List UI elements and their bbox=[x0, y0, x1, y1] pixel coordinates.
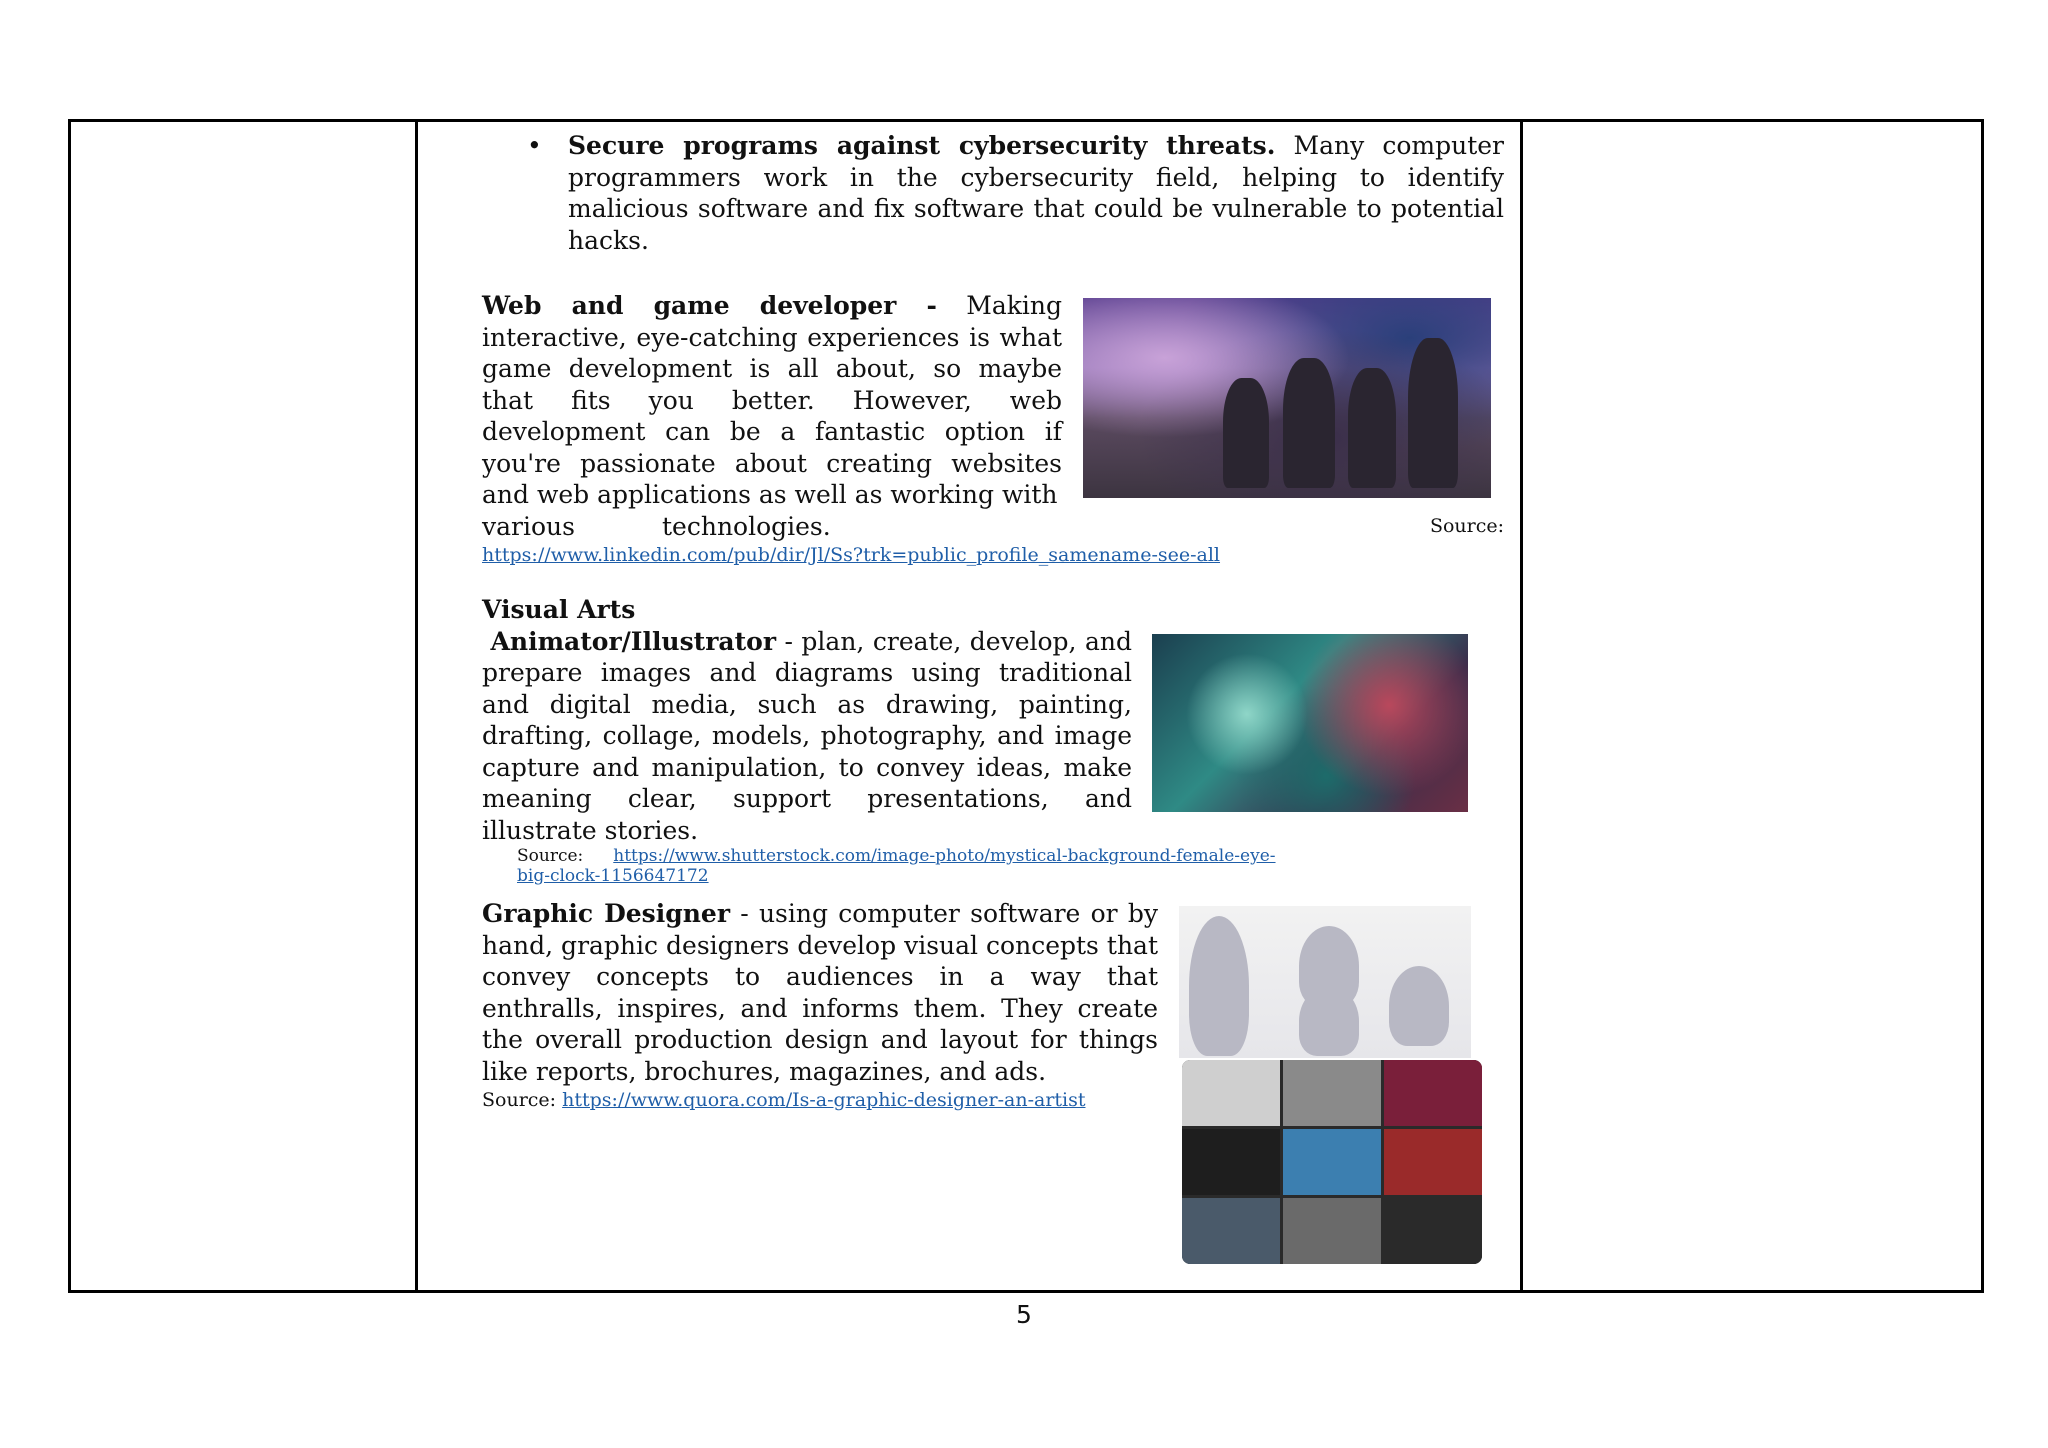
bullet-marker: • bbox=[527, 131, 542, 160]
web-game-last-word-2: technologies. bbox=[662, 511, 831, 541]
web-game-last-word-1: various bbox=[482, 511, 575, 541]
web-game-paragraph bbox=[482, 290, 1062, 511]
graphic-design-collage-image bbox=[1182, 1060, 1482, 1264]
bullet-item bbox=[527, 130, 1504, 256]
collage-tile bbox=[1182, 1198, 1280, 1264]
web-game-source-link[interactable]: https://www.linkedin.com/pub/dir/Jl/Ss?trk=public_profile_samename-see-all bbox=[482, 543, 1221, 566]
character-figure bbox=[1299, 986, 1359, 1056]
animator-source-link[interactable]: https://www.shutterstock.com/image-photo/mystical-background-female-eye-big-clock-1156647172 bbox=[517, 846, 1276, 886]
character-figure bbox=[1283, 358, 1335, 488]
character-figure bbox=[1348, 368, 1396, 488]
graphic-designer-title: Graphic Designer bbox=[482, 899, 730, 928]
animator-title: Animator/Illustrator bbox=[490, 626, 776, 656]
main-content bbox=[482, 130, 1504, 1111]
column-divider-right bbox=[1520, 122, 1523, 1290]
collage-tile bbox=[1182, 1129, 1280, 1195]
graphic-designer-text: - using computer software or by hand, graphic designers develop visual concepts that convey concepts to audiences in a way that enthralls, inspires, and informs them. They create the overall production design and layout for things like reports, brochures, magazines, and ads. bbox=[482, 899, 1158, 1086]
character-figure bbox=[1389, 966, 1449, 1046]
graphic-designer-section bbox=[482, 898, 1504, 1113]
animator-text: - plan, create, develop, and prepare images and diagrams using traditional and digital media, such as drawing, painting, drafting, collage, models, photography, and image capture and manipulation, to convey ideas, make meaning clear, support presentations, and illustrate stories. bbox=[482, 626, 1133, 845]
bullet-text: Many computer programmers work in the cybersecurity field, helping to identify malicious software and fix software that could be vulnerable to potential hacks. bbox=[568, 131, 1504, 255]
game-artwork-image bbox=[1083, 298, 1491, 498]
character-figure bbox=[1408, 338, 1458, 488]
bullet-title: Secure programs against cybersecurity threats. bbox=[568, 131, 1276, 160]
web-game-title: Web and game developer - bbox=[482, 291, 937, 320]
page-number: 5 bbox=[1016, 1300, 1032, 1329]
collage-tile bbox=[1384, 1198, 1482, 1264]
animator-paragraph bbox=[482, 626, 1132, 847]
animator-source-label: Source: bbox=[517, 846, 584, 866]
mystical-eye-image bbox=[1152, 634, 1468, 812]
collage-tile bbox=[1283, 1129, 1381, 1195]
web-game-text: Making interactive, eye-catching experiences is what game development is all about, so maybe that fits you better. However, web development can be a fantastic option if you're passionate about creating websites and web applications as well as working with bbox=[482, 291, 1062, 509]
animator-source bbox=[517, 846, 1277, 886]
collage-tile bbox=[1384, 1060, 1482, 1126]
character-figure bbox=[1189, 916, 1249, 1056]
collage-tile bbox=[1182, 1060, 1280, 1126]
collage-tile bbox=[1283, 1198, 1381, 1264]
web-game-source-label: Source: bbox=[1429, 514, 1504, 537]
collage-tile bbox=[1384, 1129, 1482, 1195]
visual-arts-section bbox=[482, 594, 1504, 886]
web-game-last-line bbox=[482, 511, 1504, 542]
graphic-source-link[interactable]: https://www.quora.com/Is-a-graphic-designer-an-artist bbox=[562, 1089, 1086, 1111]
graphic-source-label: Source: bbox=[482, 1089, 557, 1111]
web-game-section bbox=[482, 290, 1504, 568]
column-divider-left bbox=[415, 122, 418, 1290]
collage-tile bbox=[1283, 1060, 1381, 1126]
character-figure bbox=[1223, 378, 1269, 488]
anime-character-image bbox=[1179, 906, 1471, 1058]
graphic-designer-paragraph bbox=[482, 898, 1158, 1087]
visual-arts-heading: Visual Arts bbox=[482, 595, 636, 624]
